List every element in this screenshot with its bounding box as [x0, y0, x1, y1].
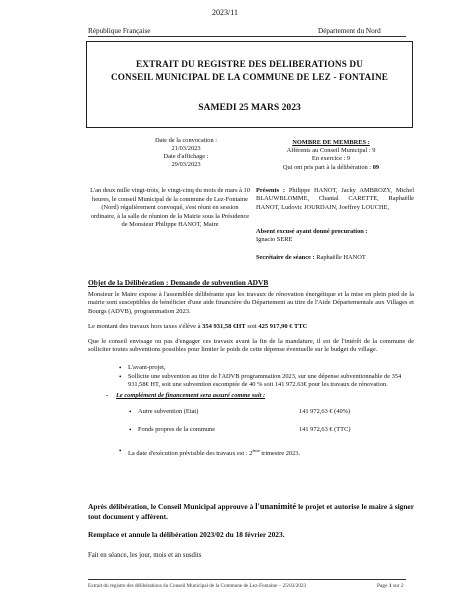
bullet-dot: • [119, 373, 122, 381]
secretary-name: Raphaëlle HANOT [316, 254, 366, 261]
bullet-avant-projet [119, 364, 418, 372]
bullet-date-execution [119, 447, 418, 458]
republic-label: République Française [88, 27, 151, 35]
members-participants-label: Qui ont pris part à la délibération : [282, 163, 373, 171]
members-afferents: Afférents au Conseil Municipal : 9 [286, 147, 376, 155]
absent-label: Absent excusé ayant donné procuration : [256, 228, 368, 235]
presents-block [256, 187, 414, 212]
financing-value-2: 141 972,63 € (TTC) [299, 426, 351, 433]
amount-ht: 354 931,58 €HT [202, 323, 246, 330]
body-paragraph-2 [88, 323, 414, 331]
session-date: SAMEDI 25 MARS 2023 [198, 102, 301, 113]
objet-label: Objet de la Délibération [88, 278, 165, 287]
bullet-sollicite-text: Sollicite une subvention au titre de l'ADVB programmation 2023, sur une dépense subventionnable de 354 931,58€ HT, soit une subvention escomptée de 40 % soit 141 972.63€ pour les travaux de rénovation. [128, 373, 402, 389]
title-line-1: EXTRAIT DU REGISTRE DES DELIBERATIONS DU [136, 59, 363, 69]
objet-separator: : [164, 278, 171, 287]
objet-heading [88, 278, 268, 287]
members-participants [256, 164, 406, 172]
members-heading: NOMBRE DE MEMBRES : [292, 139, 370, 146]
title-line-2: CONSEIL MUNICIPAL DE LA COMMUNE DE LEZ - FONTAINE [110, 72, 389, 82]
execution-suffix: trimestre 2023. [259, 450, 301, 458]
execution-sup: ème [252, 448, 260, 453]
replacement-text: Remplace et annule la délibération 2023/02 du 18 février 2023. [88, 530, 285, 539]
members-block [256, 139, 406, 172]
financing-value-1: 141 972,63 € (40%) [299, 408, 351, 415]
presents-names: Philippe HANOT, Jacky AMBROZY, Michel BLAUWBLOMME, Chantal CARETTE, Raphaëlle HANOT, Ludovic JOURDAIN, Joeffrey LOUCHE, [256, 187, 414, 211]
decision-unanimite: l'unanimité [255, 502, 297, 511]
body-paragraph-3: Que le conseil envisage ou pas d'engager ces travaux avant la fin de la mandature, il est de l'intérêt de la commune de solliciter toutes subventions possibles pour limiter le poids de cette dépense éventuelle sur le budget du village. [88, 338, 414, 354]
body-paragraph-1: Monsieur le Maire expose à l'assemblée délibérante que les travaux de rénovation énergétique et la mise en plein pied de la mairie sont susceptibles de bénéficier d'une aide financière du Département au titre de l'Aide Départementale aux Villages et Bourgs (ADVB), programmation 2023. [88, 291, 414, 315]
secretary-block [256, 254, 414, 262]
secretary-label: Secrétaire de séance : [256, 254, 315, 261]
convocation-date: 21/03/2023 [171, 145, 201, 152]
bullet-dot: • [119, 447, 122, 455]
bullet-dot: • [119, 364, 122, 372]
amount-middle: soit [245, 323, 259, 330]
financing-row-1 [129, 408, 199, 416]
decision-part-a: Après délibération, le Conseil Municipal approuve à [88, 502, 256, 511]
affichage-label: Date d'affichage : [163, 153, 209, 160]
bullet-dot: • [129, 426, 132, 434]
amount-ttc: 425 917,90 € TTC [258, 323, 308, 330]
footer-text: Extrait du registre des délibérations du Conseil Municipal de la Commune de Lez-Fontaine – 25/03/2023 [88, 583, 307, 589]
document-reference: 2023/11 [212, 8, 238, 17]
members-exercice: En exercice : 9 [311, 155, 351, 163]
page-indicator [377, 583, 404, 589]
decision-text [88, 502, 414, 521]
financing-label-2: Fonds propres de la commune [138, 426, 216, 433]
dates-block [126, 137, 246, 169]
title-banner [86, 41, 413, 128]
bullet-avant-projet-text: L'avant-projet, [128, 364, 166, 371]
dash-marker: - [106, 391, 109, 399]
convocation-label: Date de la convocation : [154, 137, 218, 144]
closing-text: Fait en séance, les jour, mois et an susdits [88, 552, 202, 559]
financing-row-2 [129, 426, 216, 434]
page-separator: sur [391, 583, 401, 589]
members-participants-count: 09 [372, 163, 380, 171]
page-total: 2 [400, 583, 404, 589]
page-number: 1 [388, 583, 392, 589]
absent-names: Ignacio SERE [256, 236, 293, 244]
complement-heading: Le complément de financement sera assuré comme suit : [116, 392, 266, 399]
department-label: Département du Nord [318, 27, 381, 35]
financing-label-1: Autre subvention (Etat) [138, 408, 199, 415]
bullet-dot: • [129, 408, 132, 416]
header-rule [88, 36, 406, 37]
amount-intro: Le montant des travaux hors taxes s'élève à [88, 323, 203, 330]
bullet-sollicite [119, 373, 418, 390]
execution-prefix: La date d'exécution prévisible des travaux est : 2 [128, 450, 253, 458]
page-label: Page [377, 583, 389, 589]
preamble-text: L'an deux mille vingt-trois, le vingt-cinq du mois de mars à 10 heures, le conseil Municipal de la commune de Lez-Fontaine (Nord) régulièrement convoqué, s'est réuni en session ordinaire, à la salle de réunion de la Mairie sous la Présidence de Monsieur Philippe HANOT, Maire [90, 187, 250, 229]
absent-block [256, 228, 414, 245]
decision-part-b: le projet et autorise le maire à signer tout document y afférent. [88, 502, 414, 521]
presents-label: Présents : [256, 187, 286, 194]
affichage-date: 29/03/2023 [171, 161, 201, 168]
objet-subject: Demande de subvention ADVB [170, 278, 269, 287]
footer-rule [88, 579, 406, 580]
